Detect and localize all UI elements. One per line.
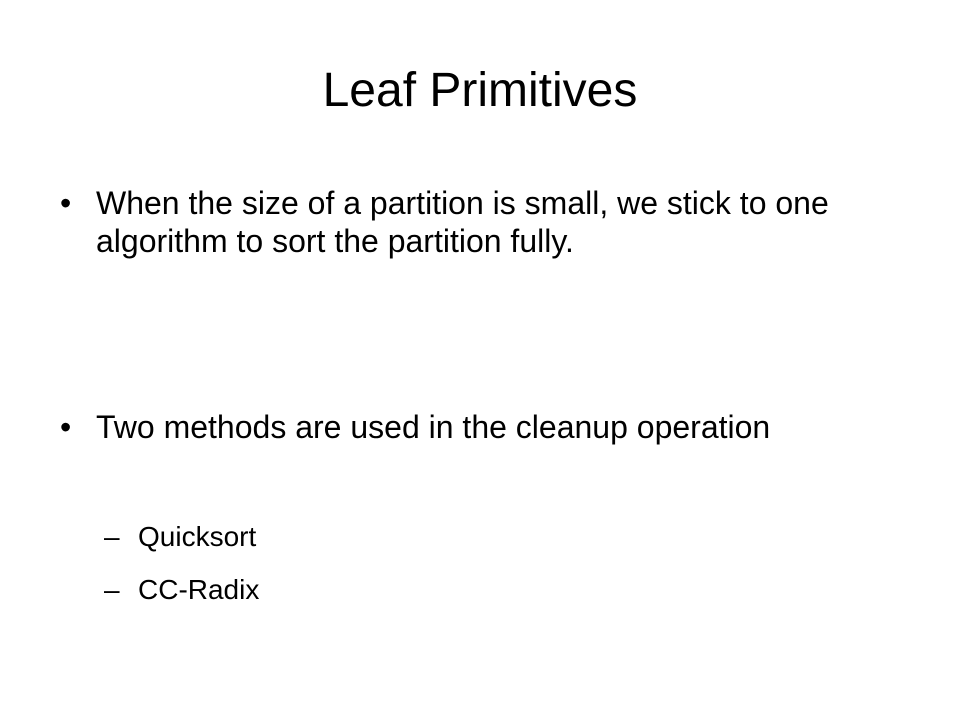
sub-bullet-item [104,520,256,554]
sub-bullet-text: CC-Radix [138,574,260,605]
bullet-item [60,184,880,260]
sub-bullet-marker: – [104,574,120,605]
sub-bullet-text: Quicksort [138,521,257,552]
bullet-marker: • [60,185,72,221]
sub-bullet-marker: – [104,521,120,552]
bullet-text: Two methods are used in the cleanup operation [96,409,771,445]
bullet-item [60,408,880,446]
sub-bullet-item [104,573,259,607]
bullet-text: When the size of a partition is small, we stick to one algorithm to sort the partition fully. [96,185,829,259]
bullet-marker: • [60,409,72,445]
slide-title: Leaf Primitives [322,64,638,117]
